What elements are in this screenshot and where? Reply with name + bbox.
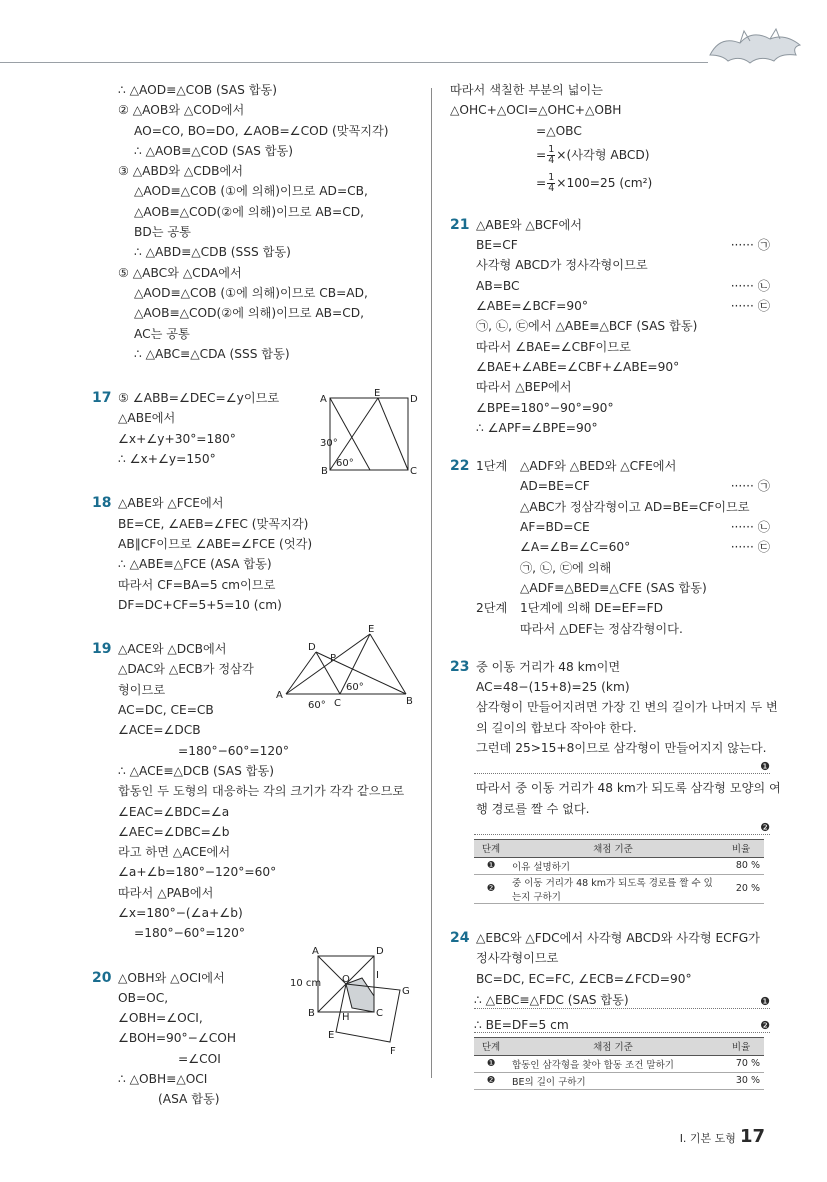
solution-line <box>450 598 770 618</box>
solution-line: AC는 공통 <box>134 326 190 341</box>
svg-text:B: B <box>321 466 328 477</box>
solution-text: 중 이동 거리가 48 km이면 <box>476 659 621 674</box>
solution-line <box>92 822 422 842</box>
math-part: ×(사각형 ABCD) <box>556 147 650 162</box>
solution-text: ∴ ∠APF=∠BPE=90° <box>476 420 598 435</box>
solution-text: 의 길이의 합보다 작아야 한다. <box>476 720 637 735</box>
table-row <box>474 857 764 874</box>
solution-line <box>92 554 422 574</box>
solution-line <box>450 928 770 948</box>
solution-text: △ADF≡△BED≡△CFE (SAS 합동) <box>520 580 707 595</box>
solution-line <box>450 969 770 989</box>
solution-line <box>450 738 770 758</box>
svg-text:60°: 60° <box>346 682 364 693</box>
solution-text: 합동인 두 도형의 대응하는 각의 크기가 각각 같으므로 <box>118 784 405 799</box>
solution-line <box>92 1069 422 1089</box>
solution-line <box>92 802 422 822</box>
solution-line: ∴ △AOB≡△COD (SAS 합동) <box>134 143 293 158</box>
solution-line: △AOB≡△COD(②에 의해)이므로 AB=CD, <box>134 306 365 321</box>
solution-line: ⑤ △ABC와 △CDA에서 <box>118 265 242 280</box>
solution-text: AF=BD=CE <box>520 520 590 535</box>
solution-text: 1단계에 의해 DE=EF=FD <box>520 601 663 616</box>
fraction-one-quarter: 1 4 <box>548 143 555 166</box>
table-header: 채점 기준 <box>508 1037 718 1055</box>
solution-text: ∴ ∠x+∠y=150° <box>118 452 216 467</box>
solution-text: OB=OC, <box>118 990 169 1005</box>
grading-table <box>474 1037 764 1090</box>
solution-line <box>92 842 422 862</box>
dotted-leader <box>474 989 770 1009</box>
svg-text:60°: 60° <box>336 458 354 469</box>
solution-text: 따라서 △BEP에서 <box>476 380 572 395</box>
solution-line <box>450 377 770 397</box>
problem-number: 24 <box>450 929 470 946</box>
svg-text:30°: 30° <box>320 438 338 449</box>
solution-text: DF=DC+CF=5+5=10 (cm) <box>118 597 282 612</box>
solution-line <box>450 497 770 517</box>
solution-text: ∠x=180°−(∠a+∠b) <box>118 905 243 920</box>
solution-text: 사각형 ABCD가 정사각형이므로 <box>476 258 648 273</box>
math-part: = <box>536 147 547 162</box>
solution-line <box>450 718 770 738</box>
solution-text: 따라서 ∠BAE=∠CBF이므로 <box>476 339 631 354</box>
solution-text: △OBH와 △OCI에서 <box>118 970 225 985</box>
problem-number: 18 <box>92 495 112 512</box>
problem-number: 17 <box>92 390 112 407</box>
solution-line: 행 경로를 짤 수 없다. <box>476 801 590 816</box>
svg-text:10 cm: 10 cm <box>290 978 322 989</box>
solution-line <box>450 537 770 557</box>
solution-text: AB=BC <box>476 278 520 293</box>
solution-text: ⑤ ∠ABB=∠DEC=∠y이므로 <box>118 391 280 406</box>
page-number: 17 <box>739 1126 765 1147</box>
solution-text: ∠EAC=∠BDC=∠a <box>118 804 230 819</box>
solution-text: ∠BOH=90°−∠COH <box>118 1031 237 1046</box>
solution-line <box>92 903 422 923</box>
table-header: 단계 <box>474 839 508 857</box>
solution-line <box>450 558 770 578</box>
area-calc-line <box>450 141 770 169</box>
svg-text:C: C <box>410 466 417 477</box>
math-part: = <box>536 175 547 190</box>
area-calc-line <box>450 169 770 197</box>
p20-continuation <box>450 80 770 197</box>
prev-solution-continuation <box>92 80 422 364</box>
solution-line <box>450 948 770 968</box>
svg-text:O: O <box>342 974 350 985</box>
reference-marker: ······ ㉢ <box>730 299 770 314</box>
table-cell: BE의 길이 구하기 <box>508 1072 718 1089</box>
problem-22 <box>450 456 770 639</box>
solution-text: ∠BPE=180°−90°=90° <box>476 400 614 415</box>
solution-line: ∴ △AOD≡△COB (SAS 합동) <box>118 83 277 97</box>
svg-text:B: B <box>308 1008 315 1019</box>
solution-text: 정사각형이므로 <box>476 951 559 966</box>
solution-line: △AOB≡△COD(②에 의해)이므로 AB=CD, <box>134 204 365 219</box>
solution-line <box>92 595 422 615</box>
svg-text:A: A <box>320 394 327 405</box>
table-row <box>474 1072 764 1089</box>
solution-text: ∴ BE=DF=5 cm <box>474 1018 573 1032</box>
problem-21 <box>450 215 770 438</box>
problem-number: 20 <box>92 969 112 986</box>
score-marker: ❶ <box>756 760 770 773</box>
chapter-label: Ⅰ. 기본 도형 <box>679 1132 736 1145</box>
table-cell: ❶ <box>474 857 508 874</box>
solution-text: =180°−60°=120° <box>134 926 245 941</box>
solution-line: ③ △ABD와 △CDB에서 <box>118 164 244 179</box>
solution-text: △ABC가 정삼각형이고 AD=BE=CF이므로 <box>520 499 750 514</box>
solution-text: △ABE와 △BCF에서 <box>476 217 583 232</box>
area-calc-line: △OHC+△OCI=△OHC+△OBH <box>450 103 622 118</box>
right-column <box>450 80 781 1096</box>
solution-line <box>450 398 770 418</box>
svg-text:C: C <box>376 1008 383 1019</box>
page-footer <box>680 1126 765 1147</box>
svg-text:D: D <box>376 946 384 957</box>
solution-line: 따라서 △DEF는 정삼각형이다. <box>520 621 683 636</box>
problem-number: 22 <box>450 458 470 475</box>
svg-text:E: E <box>374 388 381 399</box>
table-cell: 20 % <box>718 874 764 903</box>
table-cell: 이유 설명하기 <box>508 857 718 874</box>
table-header: 채점 기준 <box>508 839 718 857</box>
solution-text: △ACE와 △DCB에서 <box>118 642 227 657</box>
figure-17-square <box>318 388 418 478</box>
reference-marker: ······ ㉠ <box>730 238 770 253</box>
solution-line <box>92 1089 422 1109</box>
solution-line <box>92 781 422 801</box>
solution-line <box>450 517 770 537</box>
solution-text: ㉠, ㉡, ㉢에 의해 <box>520 560 612 575</box>
table-cell: 80 % <box>718 857 764 874</box>
solution-text: 따라서 CF=BA=5 cm이므로 <box>118 577 276 592</box>
solution-line: △AOD≡△COB (①에 의해)이므로 AD=CB, <box>134 184 368 199</box>
table-header: 단계 <box>474 1037 508 1055</box>
solution-text: ∠ABE=∠BCF=90° <box>476 299 588 314</box>
reference-marker: ······ ㉡ <box>730 520 770 535</box>
solution-text: =180°−60°=120° <box>178 743 289 758</box>
solution-line <box>92 575 422 595</box>
table-cell: 중 이동 거리가 48 km가 되도록 경로를 짤 수 있는지 구하기 <box>508 874 718 903</box>
solution-line: ∴ △ABC≡△CDA (SSS 합동) <box>134 346 290 361</box>
area-calc-line: 따라서 색칠한 부분의 넓이는 <box>450 83 603 97</box>
solution-line: AO=CO, BO=DO, ∠AOB=∠COD (맞꼭지각) <box>134 123 389 138</box>
area-calc-line: =△OBC <box>536 123 582 138</box>
table-row <box>474 874 764 903</box>
table-cell: ❷ <box>474 874 508 903</box>
problem-number: 21 <box>450 216 470 233</box>
grading-table <box>474 839 764 904</box>
solution-text: ∴ △ACE≡△DCB (SAS 합동) <box>118 763 275 778</box>
solution-line <box>450 337 770 357</box>
solution-text: 그런데 25>15+8이므로 삼각형이 만들어지지 않는다. <box>476 741 767 756</box>
header-rule <box>0 62 708 63</box>
solution-line <box>92 534 422 554</box>
solution-text: ∠a+∠b=180°−120°=60° <box>118 865 277 880</box>
solution-line <box>92 514 422 534</box>
solution-text: AD=BE=CF <box>520 479 590 494</box>
solution-text: △EBC와 △FDC에서 사각형 ABCD와 사각형 ECFG가 <box>476 930 760 945</box>
solution-line <box>450 578 770 598</box>
step-label: 1단계 <box>476 459 508 474</box>
solution-text: △ADF와 △BED와 △CFE에서 <box>520 459 677 474</box>
solution-line: △AOD≡△COB (①에 의해)이므로 CB=AD, <box>134 285 368 300</box>
svg-text:A: A <box>312 946 319 957</box>
math-part: ×100=25 (cm²) <box>556 175 653 190</box>
solution-line <box>450 215 770 235</box>
solution-line: ② △AOB와 △COD에서 <box>118 103 245 118</box>
solution-line <box>450 456 770 476</box>
svg-text:F: F <box>390 1046 396 1057</box>
solution-text: ∴ △EBC≡△FDC (SAS 합동) <box>474 991 633 1008</box>
solution-text: =∠COI <box>178 1051 221 1066</box>
solution-line <box>450 235 770 255</box>
svg-text:H: H <box>342 1012 350 1023</box>
solution-text: ∠x+∠y+30°=180° <box>118 431 236 446</box>
solution-text: BE=CF <box>476 238 518 253</box>
solution-text: ∠AEC=∠DBC=∠b <box>118 824 230 839</box>
problem-18 <box>92 493 422 615</box>
solution-text: 삼각형이 만들어지려면 가장 긴 변의 길이가 나머지 두 변 <box>476 700 778 715</box>
solution-line <box>92 720 422 740</box>
solution-text: 라고 하면 △ACE에서 <box>118 845 231 860</box>
svg-text:A: A <box>276 690 283 701</box>
solution-line <box>92 741 422 761</box>
solution-line <box>450 276 770 296</box>
solution-line <box>450 357 770 377</box>
solution-line <box>92 883 422 903</box>
solution-text: ∴ △OBH≡△OCI <box>118 1072 208 1087</box>
solution-text: AC=48−(15+8)=25 (km) <box>476 680 630 695</box>
solution-text: BC=DC, EC=FC, ∠ECB=∠FCD=90° <box>476 971 692 986</box>
solution-line: 따라서 중 이동 거리가 48 km가 되도록 삼각형 모양의 여 <box>476 781 781 796</box>
score-marker: ❷ <box>756 1019 770 1032</box>
solution-line <box>92 923 422 943</box>
solution-text: ∴ △ABE≡△FCE (ASA 합동) <box>118 557 272 572</box>
table-header: 비율 <box>718 1037 764 1055</box>
svg-text:G: G <box>402 986 410 997</box>
solution-line <box>92 493 422 513</box>
solution-text: AB∥CF이므로 ∠ABE=∠FCE (엇각) <box>118 536 313 551</box>
problem-number: 19 <box>92 641 112 658</box>
svg-text:I: I <box>376 970 379 981</box>
fraction-one-quarter: 1 4 <box>548 171 555 194</box>
table-cell: ❶ <box>474 1055 508 1072</box>
solution-text: 따라서 △PAB에서 <box>118 885 214 900</box>
solution-text: △DAC와 △ECB가 정삼각 <box>118 662 254 677</box>
solution-line <box>450 657 770 677</box>
score-marker: ❷ <box>756 821 770 834</box>
dotted-leader <box>474 758 770 774</box>
table-cell: ❷ <box>474 1072 508 1089</box>
reference-marker: ······ ㉢ <box>730 540 770 555</box>
figure-20-squares <box>290 944 420 1057</box>
solution-line <box>92 761 422 781</box>
solution-text: ∠ACE=∠DCB <box>118 723 201 738</box>
solution-line <box>450 476 770 496</box>
svg-text:P: P <box>330 653 337 664</box>
reference-marker: ······ ㉠ <box>730 479 770 494</box>
solution-line <box>450 316 770 336</box>
column-divider <box>431 88 432 1078</box>
solution-line <box>450 677 770 697</box>
solution-text: 형이므로 <box>118 682 166 697</box>
problem-23 <box>450 657 781 904</box>
solution-text: △ABE에서 <box>118 411 176 426</box>
solution-text: BE=CE, ∠AEB=∠FEC (맞꼭지각) <box>118 516 309 531</box>
table-cell: 70 % <box>718 1055 764 1072</box>
solution-text: ∠BAE+∠ABE=∠CBF+∠ABE=90° <box>476 359 680 374</box>
table-row <box>474 1055 764 1072</box>
table-cell: 30 % <box>718 1072 764 1089</box>
solution-text: (ASA 합동) <box>158 1092 220 1107</box>
svg-text:D: D <box>308 642 316 653</box>
solution-line <box>450 418 770 438</box>
svg-text:E: E <box>328 1030 335 1041</box>
svg-text:B: B <box>406 696 413 707</box>
problem-24 <box>450 928 770 1090</box>
dragon-ornament-icon <box>700 25 810 73</box>
solution-line <box>450 296 770 316</box>
solution-line: BD는 공통 <box>134 225 191 240</box>
svg-text:D: D <box>410 394 418 405</box>
step-label: 2단계 <box>476 601 508 616</box>
dotted-leader <box>474 1013 770 1033</box>
figure-19-triangles <box>276 624 416 712</box>
solution-line <box>92 862 422 882</box>
solution-text: ㉠, ㉡, ㉢에서 △ABE≡△BCF (SAS 합동) <box>476 319 698 334</box>
solution-text: △ABE와 △FCE에서 <box>118 496 224 511</box>
svg-text:C: C <box>334 698 341 709</box>
solution-line <box>450 255 770 275</box>
table-cell: 합동인 삼각형을 찾아 합동 조건 말하기 <box>508 1055 718 1072</box>
solution-line: ∴ △ABD≡△CDB (SSS 합동) <box>134 245 291 260</box>
solution-text: AC=DC, CE=CB <box>118 703 214 718</box>
solution-text: ∠OBH=∠OCI, <box>118 1011 203 1026</box>
svg-text:E: E <box>368 624 375 635</box>
table-header: 비율 <box>718 839 764 857</box>
solution-text: ∠A=∠B=∠C=60° <box>520 540 631 555</box>
score-marker: ❶ <box>756 995 770 1008</box>
svg-text:60°: 60° <box>308 700 326 711</box>
dotted-leader <box>474 819 770 835</box>
reference-marker: ······ ㉡ <box>730 278 770 293</box>
problem-number: 23 <box>450 658 470 675</box>
solution-line <box>450 697 778 717</box>
